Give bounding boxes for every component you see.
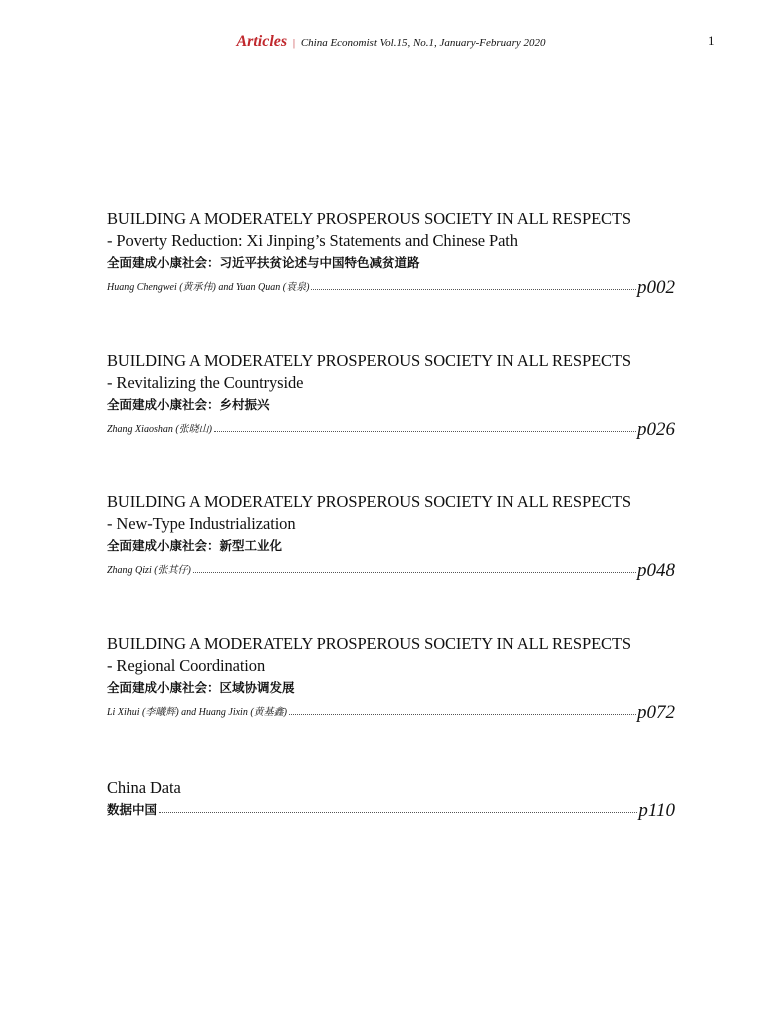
china-data-title: China Data <box>107 778 181 797</box>
toc-entry[interactable] <box>107 208 675 298</box>
entry-page-link[interactable]: p002 <box>637 277 675 298</box>
entry-author-row <box>107 701 675 723</box>
entry-page-link[interactable]: p026 <box>637 419 675 440</box>
entry-authors: Zhang Xiaoshan (张晓山) <box>107 424 212 435</box>
entry-title-line2: - Poverty Reduction: Xi Jinping’s Statements and Chinese Path <box>107 231 518 250</box>
dot-leader <box>289 714 636 715</box>
entry-author-row <box>107 418 675 440</box>
entry-title-line2: - Regional Coordination <box>107 656 266 675</box>
entry-title-line2: - New-Type Industrialization <box>107 514 296 533</box>
entry-page-link[interactable]: p048 <box>637 560 675 581</box>
entry-author-row <box>107 559 675 581</box>
page-number: 1 <box>708 33 715 48</box>
china-data-page-link[interactable]: p110 <box>638 800 675 821</box>
entry-authors: Huang Chengwei (黄承伟) and Yuan Quan (袁泉) <box>107 282 310 293</box>
entry-title-line1: BUILDING A MODERATELY PROSPEROUS SOCIETY IN ALL RESPECTS <box>107 351 632 370</box>
entry-chinese-title: 全面建成小康社会：乡村振兴 <box>107 397 270 412</box>
dot-leader <box>193 572 636 573</box>
section-label: Articles <box>236 33 288 50</box>
dot-leader <box>214 431 636 432</box>
china-data-row <box>107 799 675 821</box>
toc-entry[interactable] <box>107 491 675 581</box>
china-data-chinese-title: 数据中国 <box>107 802 158 817</box>
entry-chinese-title: 全面建成小康社会：习近平扶贫论述与中国特色减贫道路 <box>107 255 420 270</box>
toc-entry-china-data[interactable] <box>107 777 675 821</box>
journal-citation: China Economist Vol.15, No.1, January-February 2020 <box>300 37 546 49</box>
entry-authors: Zhang Qizi (张其仔) <box>107 565 191 576</box>
toc-entry[interactable] <box>107 633 675 723</box>
entry-page-link[interactable]: p072 <box>637 702 675 723</box>
entry-chinese-title: 全面建成小康社会：新型工业化 <box>107 538 283 553</box>
running-header <box>0 33 782 51</box>
header-separator: | <box>292 37 296 49</box>
dot-leader <box>159 812 637 813</box>
dot-leader <box>311 289 636 290</box>
entry-chinese-title: 全面建成小康社会：区域协调发展 <box>107 680 295 695</box>
toc-entry[interactable] <box>107 350 675 440</box>
entry-title-line1: BUILDING A MODERATELY PROSPEROUS SOCIETY IN ALL RESPECTS <box>107 634 632 653</box>
entry-title-line1: BUILDING A MODERATELY PROSPEROUS SOCIETY IN ALL RESPECTS <box>107 209 632 228</box>
entry-author-row <box>107 276 675 298</box>
entry-title-line1: BUILDING A MODERATELY PROSPEROUS SOCIETY IN ALL RESPECTS <box>107 492 632 511</box>
entry-title-line2: - Revitalizing the Countryside <box>107 373 304 392</box>
entry-authors: Li Xihui (李曦辉) and Huang Jixin (黄基鑫) <box>107 707 287 718</box>
